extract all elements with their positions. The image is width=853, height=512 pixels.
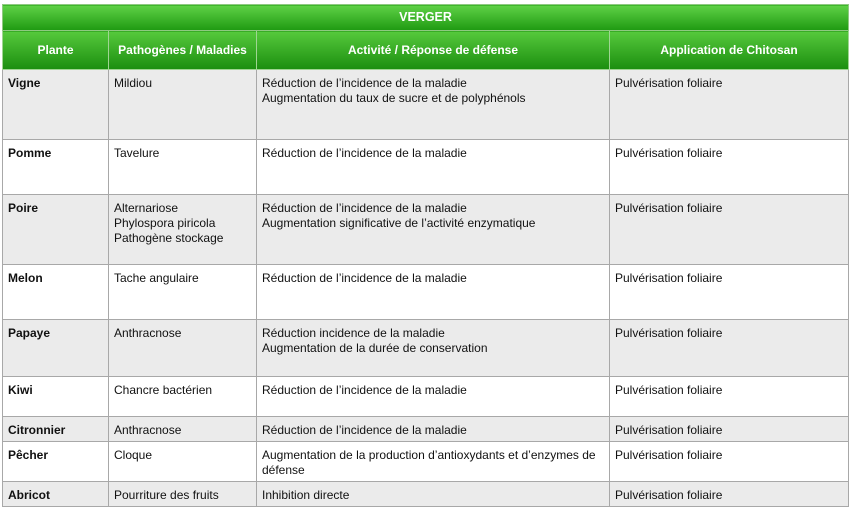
cell-application: Pulvérisation foliaire (610, 377, 849, 417)
cell-activite (257, 320, 610, 377)
cell-application: Pulvérisation foliaire (610, 320, 849, 377)
header-application: Application de Chitosan (610, 31, 849, 70)
cell-pathogenes (109, 265, 257, 320)
pathogene-line: Mildiou (114, 76, 153, 90)
table-header-row (3, 31, 849, 70)
cell-activite (257, 70, 610, 140)
cell-plante: Melon (3, 265, 109, 320)
pathogene-line: Chancre bactérien (114, 383, 213, 397)
pathogene-line: Cloque (114, 448, 153, 462)
activite-line: Augmentation significative de l’activité enzymatique (262, 216, 536, 230)
table-row (3, 442, 849, 482)
verger-table-container (2, 4, 848, 507)
activite-line: Réduction de l’incidence de la maladie (262, 146, 467, 160)
cell-plante: Kiwi (3, 377, 109, 417)
cell-activite (257, 442, 610, 482)
cell-application: Pulvérisation foliaire (610, 140, 849, 195)
activite-line: Augmentation du taux de sucre et de polyphénols (262, 91, 526, 105)
activite-line: Augmentation de la durée de conservation (262, 341, 488, 355)
cell-pathogenes (109, 417, 257, 442)
activite-line: Réduction de l’incidence de la maladie (262, 271, 467, 285)
activite-line: Réduction de l’incidence de la maladie (262, 423, 467, 437)
table-row (3, 320, 849, 377)
cell-pathogenes (109, 377, 257, 417)
cell-pathogenes (109, 482, 257, 507)
cell-application: Pulvérisation foliaire (610, 417, 849, 442)
table-title: VERGER (3, 5, 849, 31)
table-row (3, 417, 849, 442)
pathogene-line: Alternariose (114, 201, 179, 215)
cell-application: Pulvérisation foliaire (610, 442, 849, 482)
activite-line: Réduction de l’incidence de la maladie (262, 201, 467, 215)
cell-plante: Pomme (3, 140, 109, 195)
pathogene-line: Tavelure (114, 146, 160, 160)
cell-plante: Poire (3, 195, 109, 265)
activite-line: Réduction incidence de la maladie (262, 326, 445, 340)
pathogene-line: Tache angulaire (114, 271, 199, 285)
pathogene-line: Anthracnose (114, 326, 182, 340)
verger-table (2, 4, 849, 507)
activite-line: Réduction de l’incidence de la maladie (262, 383, 467, 397)
cell-activite (257, 377, 610, 417)
cell-activite (257, 417, 610, 442)
cell-plante: Papaye (3, 320, 109, 377)
cell-activite (257, 140, 610, 195)
header-activite: Activité / Réponse de défense (257, 31, 610, 70)
cell-application: Pulvérisation foliaire (610, 70, 849, 140)
pathogene-line: Phylospora piricola (114, 216, 216, 230)
cell-activite (257, 195, 610, 265)
table-title-row (3, 5, 849, 31)
cell-pathogenes (109, 70, 257, 140)
table-row (3, 195, 849, 265)
cell-application: Pulvérisation foliaire (610, 195, 849, 265)
pathogene-line: Pathogène stockage (114, 231, 224, 245)
cell-activite (257, 482, 610, 507)
cell-plante: Abricot (3, 482, 109, 507)
activite-line: Inhibition directe (262, 488, 350, 502)
table-row (3, 140, 849, 195)
activite-line: Réduction de l’incidence de la maladie (262, 76, 467, 90)
cell-pathogenes (109, 140, 257, 195)
cell-plante: Pêcher (3, 442, 109, 482)
header-pathogenes: Pathogènes / Maladies (109, 31, 257, 70)
cell-pathogenes (109, 320, 257, 377)
cell-pathogenes (109, 195, 257, 265)
header-plante: Plante (3, 31, 109, 70)
table-row (3, 482, 849, 507)
pathogene-line: Anthracnose (114, 423, 182, 437)
cell-plante: Vigne (3, 70, 109, 140)
cell-pathogenes (109, 442, 257, 482)
cell-application: Pulvérisation foliaire (610, 482, 849, 507)
cell-plante: Citronnier (3, 417, 109, 442)
table-row (3, 377, 849, 417)
activite-line: Augmentation de la production d’antioxydants et d’enzymes de défense (262, 448, 596, 477)
table-row (3, 70, 849, 140)
pathogene-line: Pourriture des fruits (114, 488, 219, 502)
cell-application: Pulvérisation foliaire (610, 265, 849, 320)
cell-activite (257, 265, 610, 320)
table-row (3, 265, 849, 320)
